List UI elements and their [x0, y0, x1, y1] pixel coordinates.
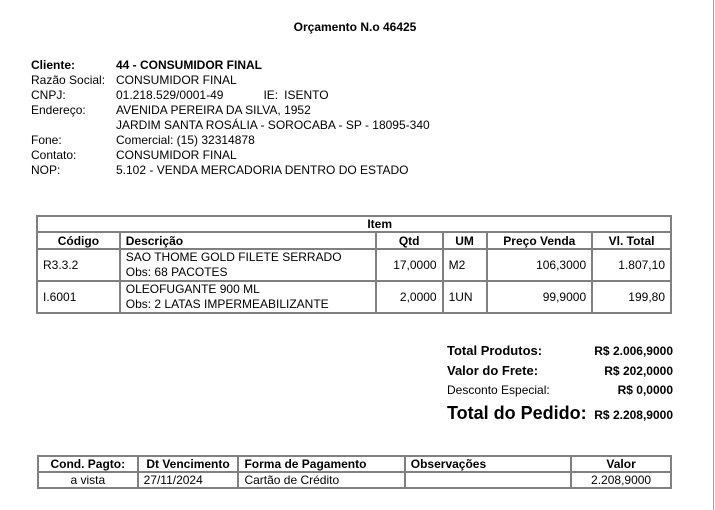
header-cond-pagto: Cond. Pagto:	[38, 456, 138, 472]
header-valor: Valor	[571, 456, 671, 472]
item-descricao	[120, 249, 376, 281]
header-forma-pagamento: Forma de Pagamento	[238, 456, 404, 472]
items-title-row	[37, 216, 671, 232]
payment-header-row	[38, 456, 671, 472]
nop-label: NOP:	[31, 163, 61, 177]
contato-row	[31, 148, 430, 163]
header-dt-vencimento: Dt Vencimento	[138, 456, 239, 472]
header-preco-venda: Preço Venda	[487, 232, 593, 249]
client-label: Cliente:	[31, 58, 76, 72]
cnpj-value: 01.218.529/0001-49	[116, 88, 224, 102]
header-codigo: Código	[37, 232, 120, 249]
table-row	[38, 472, 671, 488]
cnpj-label: CNPJ:	[31, 88, 66, 102]
payment-table	[37, 455, 672, 489]
total-produtos-value: R$ 2.006,9000	[594, 344, 673, 358]
payment-valor: 2.208,9000	[571, 472, 671, 488]
razao-social-row	[31, 73, 430, 88]
ie-value: ISENTO	[284, 88, 329, 102]
item-um: 1UN	[443, 281, 487, 313]
item-preco: 106,3000	[487, 249, 593, 281]
razao-social-label: Razão Social:	[31, 73, 106, 87]
payment-obs	[405, 472, 571, 488]
item-qtd: 17,0000	[376, 249, 443, 281]
total-produtos-row	[447, 343, 673, 363]
frete-value: R$ 202,0000	[604, 364, 673, 378]
totals-block	[447, 343, 673, 424]
ie-label: IE:	[263, 88, 279, 102]
frete-label: Valor do Frete:	[447, 363, 539, 378]
total-pedido-value: R$ 2.208,9000	[594, 408, 673, 422]
desconto-value: R$ 0,0000	[617, 383, 673, 397]
fone-row	[31, 133, 430, 148]
item-codigo: R3.3.2	[37, 249, 120, 281]
endereco-line2-row	[31, 118, 430, 133]
desconto-label: Desconto Especial:	[447, 383, 550, 397]
table-row	[37, 281, 671, 313]
endereco-row	[31, 103, 430, 118]
item-descricao-text: OLEOFUGANTE 900 ML	[125, 282, 260, 296]
endereco-line2-value: JARDIM SANTA ROSÁLIA - SOROCABA - SP - 18095-340	[116, 118, 430, 132]
document-title: Orçamento N.o 46425	[293, 20, 417, 34]
item-descricao	[120, 281, 376, 313]
item-qtd: 2,0000	[376, 281, 443, 313]
razao-social-value: CONSUMIDOR FINAL	[116, 73, 237, 87]
item-um: M2	[443, 249, 487, 281]
item-codigo: I.6001	[37, 281, 120, 313]
total-produtos-label: Total Produtos:	[447, 343, 543, 358]
item-obs: Obs: 2 LATAS IMPERMEABILIZANTE	[125, 297, 329, 311]
item-total: 199,80	[592, 281, 671, 313]
nop-row	[31, 163, 430, 178]
header-qtd: Qtd	[376, 232, 443, 249]
endereco-line2-label	[31, 118, 116, 133]
contato-value: CONSUMIDOR FINAL	[116, 148, 237, 162]
items-header-row	[37, 232, 671, 249]
item-obs: Obs: 68 PACOTES	[125, 265, 228, 279]
client-info	[31, 58, 430, 178]
contato-label: Contato:	[31, 148, 77, 162]
fone-label: Fone:	[31, 133, 62, 147]
item-total: 1.807,10	[592, 249, 671, 281]
payment-vencimento: 27/11/2024	[138, 472, 239, 488]
page-border	[713, 0, 714, 510]
frete-row	[447, 363, 673, 383]
payment-forma: Cartão de Crédito	[238, 472, 404, 488]
nop-value: 5.102 - VENDA MERCADORIA DENTRO DO ESTADO	[116, 163, 409, 177]
item-descricao-text: SAO THOME GOLD FILETE SERRADO	[125, 250, 342, 264]
endereco-label: Endereço:	[31, 103, 86, 117]
header-descricao: Descrição	[120, 232, 376, 249]
cnpj-row	[31, 88, 430, 103]
client-value: 44 - CONSUMIDOR FINAL	[116, 58, 263, 72]
payment-cond: a vista	[38, 472, 138, 488]
fone-value: Comercial: (15) 32314878	[116, 133, 255, 147]
client-row	[31, 58, 430, 73]
items-title: Item	[37, 216, 671, 232]
total-pedido-label: Total do Pedido:	[447, 403, 587, 423]
header-vl-total: Vl. Total	[592, 232, 671, 249]
desconto-row	[447, 383, 673, 403]
header-observacoes: Observações	[405, 456, 571, 472]
item-preco: 99,9000	[487, 281, 593, 313]
total-pedido-row	[447, 403, 673, 424]
endereco-value: AVENIDA PEREIRA DA SILVA, 1952	[116, 103, 311, 117]
items-table	[36, 215, 672, 314]
header-um: UM	[443, 232, 487, 249]
table-row	[37, 249, 671, 281]
